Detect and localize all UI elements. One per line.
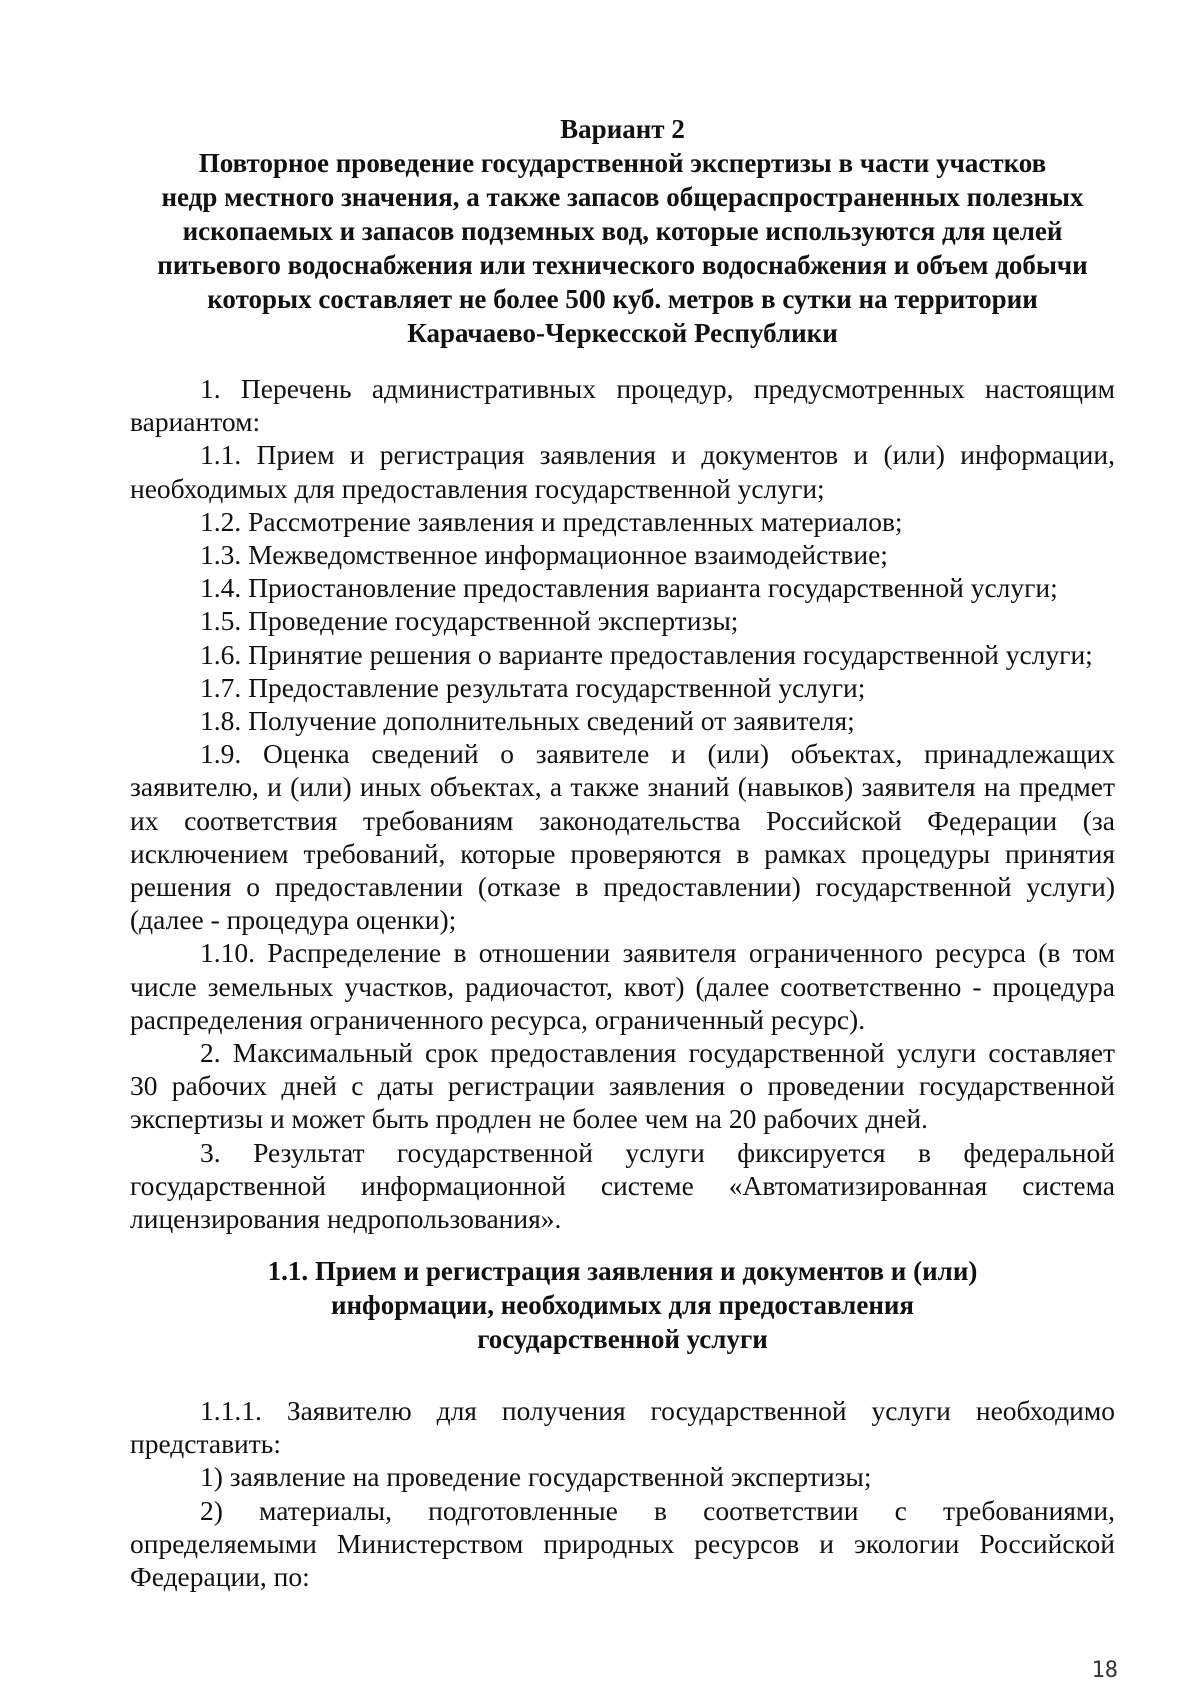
page-number: 18 — [1091, 1658, 1118, 1683]
paragraph: 1.1.1. Заявителю для получения государственной услуги необходимо представить: — [130, 1395, 1115, 1460]
paragraph: 2) материалы, подготовленные в соответствии с требованиями, определяемыми Министерством природных ресурсов и экологии Российской Федерации, по: — [130, 1494, 1115, 1593]
variant-subtitle-line: Карачаево-Черкесской Республики — [407, 318, 838, 348]
paragraph: 1.2. Рассмотрение заявления и представленных материалов; — [200, 505, 903, 537]
paragraph: 1.4. Приостановление предоставления варианта государственной услуги; — [200, 572, 1058, 604]
variant-subtitle-line: которых составляет не более 500 куб. метров в сутки на территории — [207, 284, 1038, 314]
section-heading-line: 1.1. Прием и регистрация заявления и документов и (или) — [267, 1256, 978, 1286]
variant-title: Вариант 2 — [560, 114, 685, 144]
section-body — [130, 1394, 1115, 1593]
paragraph: 1) заявление на проведение государственной экспертизы; — [200, 1461, 872, 1493]
paragraph: 1.8. Получение дополнительных сведений от заявителя; — [200, 705, 855, 737]
variant-subtitle-line: питьевого водоснабжения или технического водоснабжения и объем добычи — [157, 250, 1088, 280]
paragraph: 1.10. Распределение в отношении заявителя ограниченного ресурса (в том числе земельных участков, радиочастот, квот) (далее соответственно - процедура распределения ограниченного ресурса, ограниченный ресурс). — [130, 937, 1115, 1035]
paragraph: 3. Результат государственной услуги фиксируется в федеральной государственной информационной системе «Автоматизированная система лицензирования недропользования». — [130, 1136, 1115, 1235]
paragraph: 1.3. Межведомственное информационное взаимодействие; — [200, 539, 888, 571]
variant-subtitle-line: ископаемых и запасов подземных вод, которые используются для целей — [182, 216, 1063, 246]
paragraph: 1. Перечень административных процедур, предусмотренных настоящим вариантом: — [130, 373, 1115, 438]
paragraph: 1.1. Прием и регистрация заявления и документов и (или) информации, необходимых для предоставления государственной услуги; — [130, 439, 1115, 504]
paragraph: 1.7. Предоставление результата государственной услуги; — [200, 671, 866, 703]
paragraph: 1.6. Принятие решения о варианте предоставления государственной услуги; — [200, 638, 1093, 670]
variant-subtitle-line: недр местного значения, а также запасов общераспространенных полезных — [161, 182, 1084, 212]
variant-heading — [130, 112, 1115, 350]
paragraph: 1.9. Оценка сведений о заявителе и (или) объектах, принадлежащих заявителю, и (или) иных объектах, а также знаний (навыков) заявителя на предмет их соответствия требованиям законодательства Российской Федерации (за исключением требований, которые проверяются в рамках процедуры принятия решения о предоставлении (отказе в предоставлении) государственной услуги) (далее - процедура оценки); — [130, 738, 1115, 936]
procedures-body — [130, 372, 1115, 1235]
paragraph: 1.5. Проведение государственной экспертизы; — [200, 605, 739, 637]
section-heading-line: государственной услуги — [477, 1324, 768, 1354]
paragraph: 2. Максимальный срок предоставления государственной услуги составляет 30 рабочих дней с даты регистрации заявления о проведении государственной экспертизы и может быть продлен не более чем на 20 рабочих дней. — [130, 1037, 1115, 1135]
section-heading-line: информации, необходимых для предоставления — [330, 1290, 915, 1320]
section-heading — [130, 1254, 1115, 1356]
variant-subtitle-line: Повторное проведение государственной экспертизы в части участков — [198, 148, 1047, 178]
